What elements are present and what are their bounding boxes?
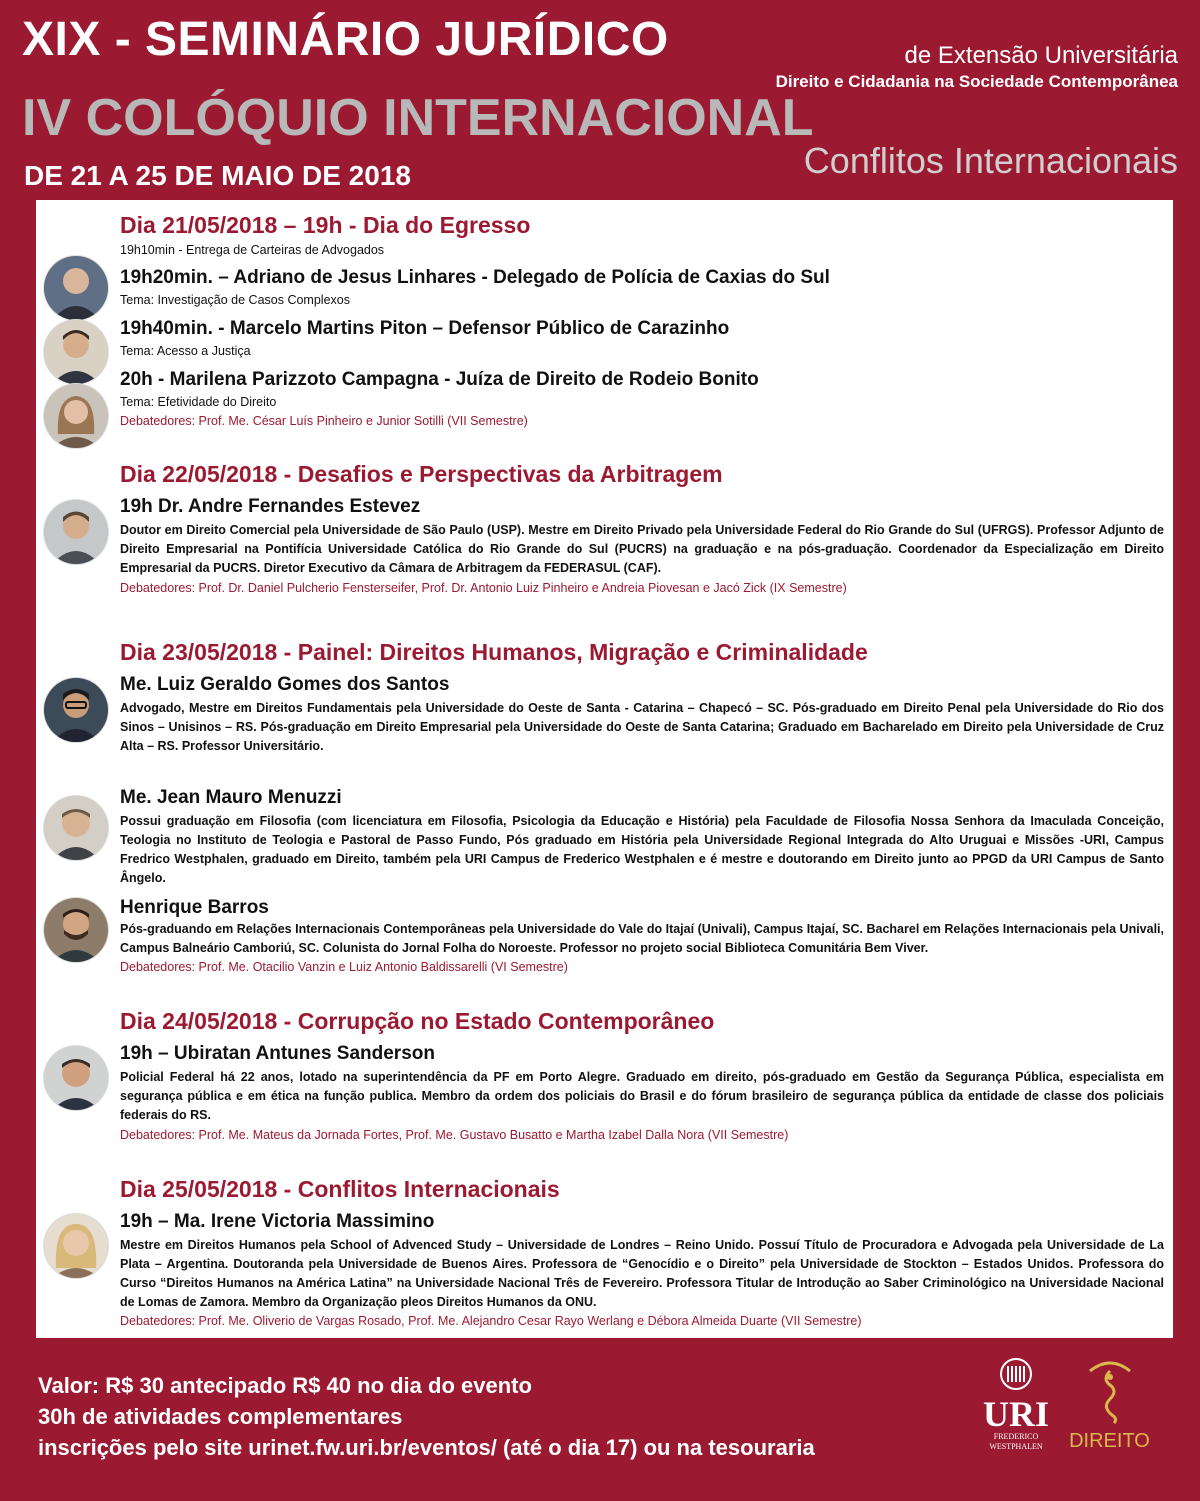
day1-speaker3: 20h - Marilena Parizzoto Campagna - Juíza de Direito de Rodeio Bonito bbox=[120, 369, 759, 390]
day3-bio3: Pós-graduando em Relações Internacionais Contemporâneas pela Universidade do Vale do Itajaí (Univali), Campus Itajaí, SC. Bacharel em Relações Internacionais pela Univali, Campus Balneário Camboriú, SC. Colunista do Jornal Folha do Noroeste. Professor no projeto social Biblioteca Comunitária Bem Viver. bbox=[120, 922, 1164, 955]
avatar-speaker bbox=[44, 500, 108, 564]
avatar-speaker bbox=[44, 796, 108, 860]
day1-speaker2-topic: Tema: Acesso a Justiça bbox=[120, 344, 251, 358]
day4-debaters: Debatedores: Prof. Me. Mateus da Jornada Fortes, Prof. Me. Gustavo Busatto e Martha Izabel Dalla Nora (VII Semestre) bbox=[120, 1128, 789, 1142]
colloquium-subtitle: Conflitos Internacionais bbox=[803, 140, 1178, 181]
day5-bio: Mestre em Direitos Humanos pela School of Advenced Study – Universidade de Londres – Reino Unido. Possuí Título de Procuradora e Advogada pela Universidade de La Plata – Argentina. Doutoranda pela Universidade de Buenos Aires. Professora de “Genocídio e o Direito” pela Universidade de Stockton – Estados Unidos. Professora do Curso “Direitos Humanos na América Latina” na Universidade Nacional Três de Fevereiro. Professora Titular de Introdução ao Saber Criminológico na Universidade Nacional de Lomas de Zamora. Membro da Organização pleos Direitos Humanos da ONU. bbox=[120, 1238, 1164, 1309]
day4-heading: Dia 24/05/2018 - Corrupção no Estado Contemporâneo bbox=[120, 1008, 715, 1034]
program-panel bbox=[36, 200, 1173, 1338]
event-dates: DE 21 A 25 DE MAIO DE 2018 bbox=[24, 160, 411, 191]
day4-speaker: 19h – Ubiratan Antunes Sanderson bbox=[120, 1043, 435, 1064]
seminar-title: XIX - SEMINÁRIO JURÍDICO bbox=[22, 13, 669, 66]
direito-emblem-icon bbox=[1080, 1357, 1140, 1425]
uri-logo-text: URI bbox=[982, 1394, 1049, 1434]
price-line: Valor: R$ 30 antecipado R$ 40 no dia do evento bbox=[38, 1373, 532, 1398]
colloquium-title: IV COLÓQUIO INTERNACIONAL bbox=[22, 89, 814, 147]
day3-bio1: Advogado, Mestre em Direitos Fundamentais pela Universidade do Oeste de Santa - Catarina – Chapecó – SC. Pós-graduado em Direito Penal pela Universidade do Rio dos Sinos – Unisinos – RS. Pós-graduação em Direito Empresarial pela Universidade do Oeste de Santa Catarina; Graduado em Bacharelado em Direito pela Universidade de Cruz Alta – RS. Professor Universitário. bbox=[120, 701, 1164, 753]
day5-heading: Dia 25/05/2018 - Conflitos Internacionais bbox=[120, 1176, 560, 1202]
hours-line: 30h de atividades complementares bbox=[38, 1404, 403, 1429]
header bbox=[0, 0, 1200, 200]
uri-logo bbox=[980, 1357, 1052, 1457]
avatar-speaker bbox=[44, 384, 108, 448]
avatar-speaker bbox=[44, 256, 108, 320]
seminar-theme: Direito e Cidadania na Sociedade Contemporânea bbox=[775, 72, 1178, 91]
day4-bio: Policial Federal há 22 anos, lotado na superintendência da PF em Porto Alegre. Graduado em direito, pós-graduado em Gestão da Segurança Pública, especialista em segurança pública e em ética na função publica. Membro da ordem dos policiais do Brasil e do fórum brasileiro de segurança pública da entidade de classe dos policiais federais do RS. bbox=[120, 1070, 1164, 1122]
day2-speaker: 19h Dr. Andre Fernandes Estevez bbox=[120, 496, 421, 517]
day3-debaters: Debatedores: Prof. Me. Otacilio Vanzin e Luiz Antonio Baldissarelli (VI Semestre) bbox=[120, 960, 568, 974]
day1-speaker2: 19h40min. - Marcelo Martins Piton – Defensor Público de Carazinho bbox=[120, 318, 730, 339]
day5-debaters: Debatedores: Prof. Me. Oliverio de Vargas Rosado, Prof. Me. Alejandro Cesar Rayo Werlang e Débora Almeida Duarte (VII Semestre) bbox=[120, 1314, 862, 1328]
day2-heading: Dia 22/05/2018 - Desafios e Perspectivas da Arbitragem bbox=[120, 461, 723, 487]
day1-speaker1: 19h20min. – Adriano de Jesus Linhares - Delegado de Polícia de Caxias do Sul bbox=[120, 267, 830, 288]
avatar-speaker bbox=[44, 1214, 108, 1278]
seminar-subtitle: de Extensão Universitária bbox=[904, 42, 1178, 69]
day1-heading: Dia 21/05/2018 – 19h - Dia do Egresso bbox=[120, 212, 531, 238]
uri-logo-sub1: FREDERICO bbox=[993, 1432, 1039, 1441]
day1-intro: 19h10min - Entrega de Carteiras de Advogados bbox=[120, 243, 385, 257]
day1-speaker1-topic: Tema: Investigação de Casos Complexos bbox=[120, 293, 350, 307]
day2-bio: Doutor em Direito Comercial pela Universidade de São Paulo (USP). Mestre em Direito Privado pela Universidade Federal do Rio Grande do Sul (UFRGS). Professor Adjunto de Direito Empresarial na Pontifícia Universidade Católica do Rio Grande do Sul (PUCRS) na graduação e na pós-graduação. Coordenador da Especialização em Direito Empresarial da PUCRS. Diretor Executivo da Câmara de Arbitragem da FEDERASUL (CAF). bbox=[120, 523, 1164, 575]
footer-info bbox=[38, 1370, 815, 1463]
day3-heading: Dia 23/05/2018 - Painel: Direitos Humanos, Migração e Criminalidade bbox=[120, 639, 868, 665]
day5-speaker: 19h – Ma. Irene Victoria Massimino bbox=[120, 1211, 435, 1232]
day3-speaker1: Me. Luiz Geraldo Gomes dos Santos bbox=[120, 674, 450, 695]
day3-speaker2: Me. Jean Mauro Menuzzi bbox=[120, 787, 342, 808]
uri-logo-sub2: WESTPHALEN bbox=[989, 1442, 1043, 1451]
day1-speaker3-topic: Tema: Efetividade do Direito bbox=[120, 395, 277, 409]
direito-logo-text: DIREITO bbox=[1069, 1430, 1150, 1452]
avatar-speaker bbox=[44, 320, 108, 384]
registration-line: inscrições pelo site urinet.fw.uri.br/eventos/ (até o dia 17) ou na tesouraria bbox=[38, 1435, 815, 1460]
day3-bio2: Possui graduação em Filosofia (com licenciatura em Filosofia, Psicologia da Educação e História) pela Faculdade de Filosofia Nossa Senhora da Imaculada Conceição, Teologia no Instituto de Teologia e Pastoral de Passo Fundo, Pós graduado em História pela Universidade Regional Integrada do Alto Uruguai e Missões -URI, Campus Fredrico Westphalen, graduado em Direito, também pela URI Campus de Frederico Westphalen e é mestre e doutorando em Direito junto ao PPGD da URI Campus de Santo Ângelo. bbox=[120, 814, 1164, 885]
uri-crest-icon bbox=[996, 1357, 1036, 1391]
avatar-speaker bbox=[44, 1046, 108, 1110]
day1-debaters: Debatedores: Prof. Me. César Luís Pinheiro e Junior Sotilli (VII Semestre) bbox=[120, 414, 528, 428]
day2-debaters: Debatedores: Prof. Dr. Daniel Pulcherio Fensterseifer, Prof. Dr. Antonio Luiz Pinheiro e Andreia Piovesan e Jacó Zick (IX Semestre) bbox=[120, 581, 847, 595]
avatar-speaker bbox=[44, 678, 108, 742]
direito-logo bbox=[1062, 1357, 1157, 1457]
avatar-speaker bbox=[44, 898, 108, 962]
day3-speaker3: Henrique Barros bbox=[120, 897, 269, 918]
